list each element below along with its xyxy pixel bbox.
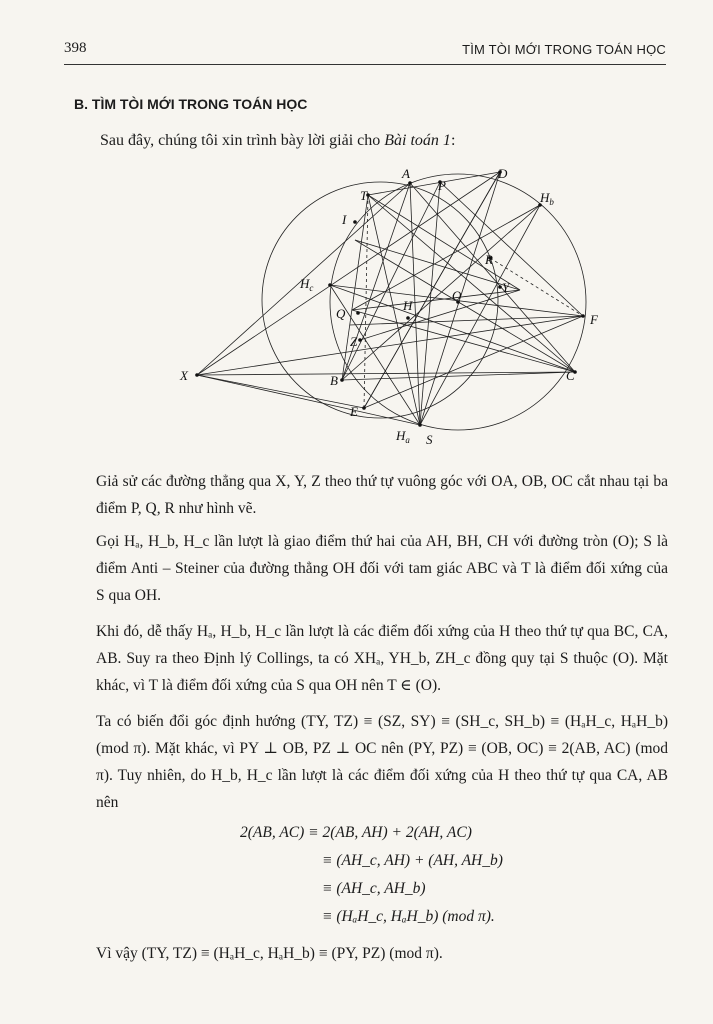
- label-F: F: [590, 312, 598, 327]
- intro-line: [100, 132, 455, 150]
- conclusion: Vì vậy (TY, TZ) ≡ (HₐH_c, HₐH_b) ≡ (PY, PZ) (mod π).: [96, 945, 443, 962]
- label-R: R: [485, 252, 493, 267]
- label-P: P: [438, 178, 446, 193]
- label-I: I: [342, 212, 347, 227]
- intro-colon: :: [450, 132, 456, 149]
- equation-line-2: ≡ (AH_c, AH) + (AH, AH_b): [322, 852, 503, 869]
- inner-circle: [262, 182, 498, 418]
- paragraph-2: Gọi Hₐ, H_b, H_c lần lượt là giao điểm thứ hai của AH, BH, CH với đường tròn (O); S là điểm Anti – Steiner của đường thẳng OH đối với tam giác ABC và T là điểm đối xứng của S qua OH.: [96, 533, 668, 604]
- label-B: B: [330, 373, 338, 388]
- equation-line-4: ≡ (HₐH_c, HₐH_b) (mod π).: [322, 908, 495, 925]
- label-D: D: [498, 166, 508, 181]
- label-Z: Z: [350, 334, 358, 349]
- label-Q: Q: [336, 306, 346, 321]
- label-C: C: [566, 368, 575, 383]
- label-X: X: [180, 368, 188, 383]
- label-Y: Y: [502, 280, 510, 295]
- equation-line-1: 2(AB, AC) ≡ 2(AB, AH) + 2(AH, AC): [240, 824, 472, 841]
- section-heading: B. TÌM TÒI MỚI TRONG TOÁN HỌC: [74, 96, 308, 112]
- paragraph-4: Ta có biến đổi góc định hướng (TY, TZ) ≡ (SZ, SY) ≡ (SH_c, SH_b) ≡ (HₐH_c, HₐH_b) (mod π). Mặt khác, vì PY ⊥ OB, PZ ⊥ OC nên (PY, PZ) ≡ (OB, OC) ≡ 2(AB, AC) (mod π). Tuy nhiên, do H_b, H_c lần lượt là các điểm đối xứng của H theo thứ tự qua CA, AB nên: [96, 713, 668, 811]
- label-E: E: [350, 404, 358, 419]
- label-Hb: $H_b$: [540, 190, 554, 207]
- equation-line-3: ≡ (AH_c, AH_b): [322, 880, 426, 897]
- label-T: T: [360, 188, 368, 203]
- page-header: [64, 40, 666, 65]
- label-S: S: [426, 432, 433, 447]
- label-Ha: $H_a$: [396, 428, 410, 445]
- geometry-figure: [170, 160, 640, 450]
- label-H: H: [403, 298, 413, 313]
- label-Hc: $H_c$: [300, 276, 314, 293]
- paragraph-3: Khi đó, dễ thấy Hₐ, H_b, H_c lần lượt là các điểm đối xứng của H theo thứ tự qua BC, CA, AB. Suy ra theo Định lý Collings, ta có XHₐ, YH_b, ZH_c đồng quy tại S thuộc (O). Mặt khác, vì T là điểm đối xứng của S qua OH nên T ∈ (O).: [96, 623, 668, 694]
- problem-ref: Bài toán 1: [384, 132, 451, 149]
- paragraph-1: Giả sử các đường thẳng qua X, Y, Z theo thứ tự vuông góc với OA, OB, OC cắt nhau tại ba điểm P, Q, R như hình vẽ.: [96, 473, 668, 517]
- page-number: 398: [64, 40, 87, 56]
- label-O: O: [452, 288, 462, 303]
- intro-text: Sau đây, chúng tôi xin trình bày lời giải cho: [100, 132, 385, 149]
- label-A: A: [402, 166, 410, 181]
- running-title: TÌM TÒI MỚI TRONG TOÁN HỌC: [462, 42, 666, 57]
